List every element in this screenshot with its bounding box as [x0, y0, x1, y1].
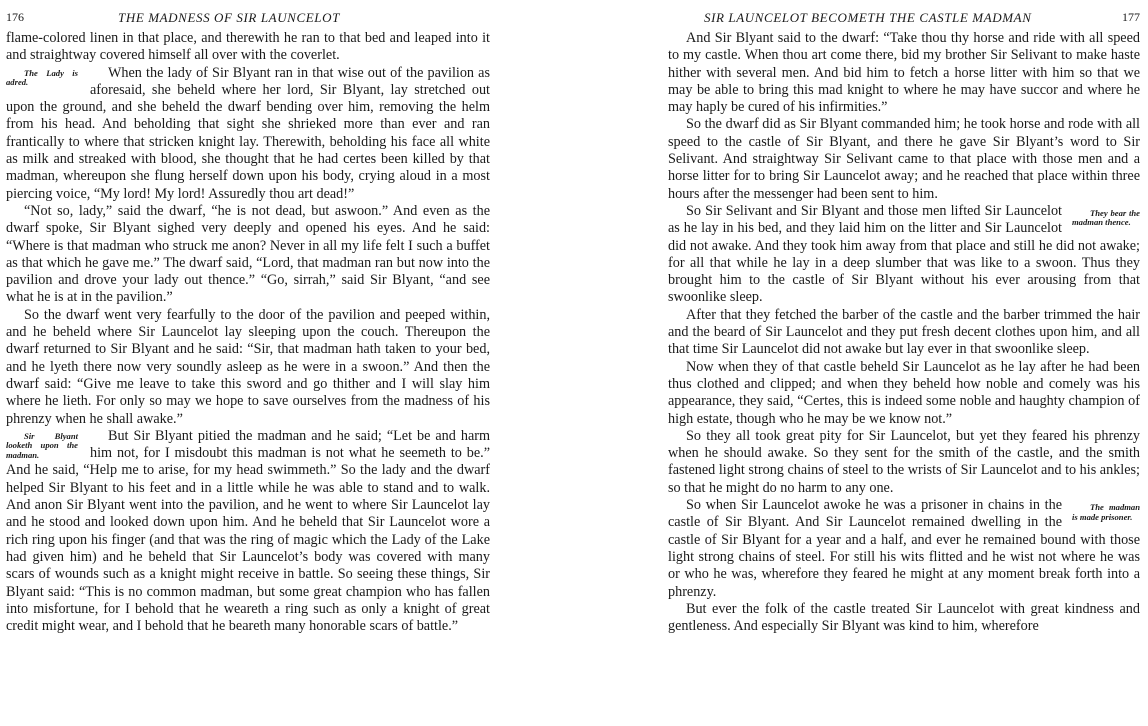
right-paragraph-1: And Sir Blyant said to the dwarf: “Take thou thy horse and ride with all speed to my castle. When thou art come there, bid my brother Sir Selivant to make haste hither with several men. And bid him to fetch a horse litter with him so that we may be able to bring this mad knight to where he may have succor and where he may haply be cured of his infirmities.” — [668, 30, 1140, 116]
right-page-number: 177 — [1122, 10, 1140, 24]
right-paragraph-5: Now when they of that castle beheld Sir Launcelot as he lay after he had been thus clothed and clipped; and when they beheld how noble and comely was his appearance, they said, “Certes, this is indeed some noble and haughty champion of high estate, though who he may be we know not.” — [668, 358, 1140, 427]
right-paragraph-4: After that they fetched the barber of the castle and the barber trimmed the hair and the beard of Sir Launcelot and they put fresh decent clothes upon him, and all that time Sir Launcelot did not awake but lay ever in that swoonlike sleep. — [668, 306, 1140, 358]
left-paragraph-3: “Not so, lady,” said the dwarf, “he is not dead, but aswoon.” And even as the dwarf spoke, Sir Blyant sighed very deeply and opened his eyes. And he said: “Where is that madman who struck me anon? Never in all my life felt I such a buffet as that which he gave me.” The dwarf said, “Lord, that madman ran but now into the pavilion and drove your lady out thence.” “Go, sirrah,” said Sir Blyant, “and see what he is at in the pavilion.” — [6, 202, 490, 306]
right-page — [668, 0, 1140, 726]
left-body-text — [0, 30, 490, 635]
right-paragraph-2: So the dwarf did as Sir Blyant commanded him; he took horse and rode with all speed to the castle of Sir Blyant, and there he gave Sir Blyant’s word to Sir Selivant. And straightway Sir Selivant came to that place with those men and a horse litter for to bring Sir Launcelot away; and he reached that place within three hours after the messenger had been sent to him. — [668, 116, 1140, 202]
left-page — [0, 0, 490, 726]
left-paragraph-2: The Lady is adred. When the lady of Sir Blyant ran in that wise out of the pavilion as aforesaid, she beheld where her lord, Sir Blyant, lay stretched out upon the ground, and she beheld the dwarf bending over him, removing the helm from his head. And beholding that sight she shrieked more than ever and ran frantically to where that stricken knight lay. Therewith, beholding his face all white as milk and streaked with blood, she thought that he had certes been killed by that madman, whereupon she flung herself down upon his body, crying aloud in a most piercing voice, “My lord! My lord! Assuredly thou art dead!” — [6, 64, 490, 202]
right-paragraph-3: They bear the madman thence. So Sir Selivant and Sir Blyant and those men lifted Sir Launcelot as he lay in his bed, and they laid him on the litter and Sir Launcelot did not awake. And they took him away from that place and still he did not awake; for all that while he lay in a deep slumber that was like to a swoon. Thus they brought him to the castle of Sir Blyant without his ever arousing from that swoonlike sleep. — [668, 202, 1140, 306]
page-gutter — [490, 0, 668, 726]
sidenote-blyant-looketh: Sir Blyant looketh upon the madman. — [6, 430, 78, 460]
sidenote-bear-madman: They bear the madman thence. — [1072, 207, 1140, 228]
right-paragraph-7: The madman is made prisoner. So when Sir Launcelot awoke he was a prisoner in chains in the castle of Sir Blyant. And Sir Launcelot remained dwelling in the castle of Sir Blyant for a year and a half, and ever he remained bound with those light strong chains of steel. For still his wits flitted and he wist not where he was or who he was, wherefore they feared he might at any moment break forth into a phrenzy. — [668, 497, 1140, 600]
right-running-title: SIR LAUNCELOT BECOMETH THE CASTLE MADMAN — [704, 10, 1032, 25]
left-paragraph-4: So the dwarf went very fearfully to the door of the pavilion and peeped within, and he beheld where Sir Launcelot lay sleeping upon the couch. Thereupon the dwarf returned to Sir Blyant and he said: “Sir, that madman hath taken to your bed, and he lyeth there now very soundly asleep as he were in a swoon.” And then the dwarf said: “Give me leave to take this sword and go thither and I will slay him where he lieth. For only so may we hope to save ourselves from the madness of his phrenzy when he shall awake.” — [6, 306, 490, 427]
sidenote-madman-prisoner: The madman is made prisoner. — [1072, 502, 1140, 522]
right-paragraph-6: So they all took great pity for Sir Launcelot, but yet they feared his phrenzy when he should awake. So they sent for the smith of the castle, and the smith fastened light strong chains of steel to the wrists of Sir Launcelot and to his ankles; so that he might do no harm to any one. — [668, 427, 1140, 496]
right-body-text — [668, 30, 1140, 635]
right-paragraph-8: But ever the folk of the castle treated Sir Launcelot with great kindness and gentleness. And especially Sir Blyant was kind to him, wherefore — [668, 600, 1140, 635]
left-running-head — [0, 0, 490, 30]
left-paragraph-1: flame-colored linen in that place, and therewith he ran to that bed and leaped into it and straightway covered himself all over with the coverlet. — [6, 30, 490, 64]
right-running-head — [668, 0, 1140, 30]
left-running-title: THE MADNESS OF SIR LAUNCELOT — [118, 10, 340, 25]
left-page-number: 176 — [6, 10, 24, 24]
left-paragraph-5: Sir Blyant looketh upon the madman. But Sir Blyant pitied the madman and he said; “Let be and harm him not, for I misdoubt this madman is not what he seemeth to be.” And he said, “Help me to arise, for my head swimmeth.” So the lady and the dwarf helped Sir Blyant to his feet and in a little while he was able to stand and to walk. And anon Sir Blyant went into the pavilion, and he went to where Sir Launcelot lay and he stood and looked down upon him. And he beheld that Sir Launcelot wore a rich ring upon his finger (and that was the ring of magic which the Lady of the Lake had given him) and he beheld that Sir Launcelot’s body was covered with many scars of wounds such as a knight might receive in battle. So seeing these things, Sir Blyant said: “This is no common madman, but some great champion who has fallen into misfortune, for I behold that he weareth a ring such as only a knight of great credit might wear, and I behold that he beareth many honorable scars of battle.” — [6, 427, 490, 635]
sidenote-lady-adred: The Lady is adred. — [6, 67, 78, 88]
